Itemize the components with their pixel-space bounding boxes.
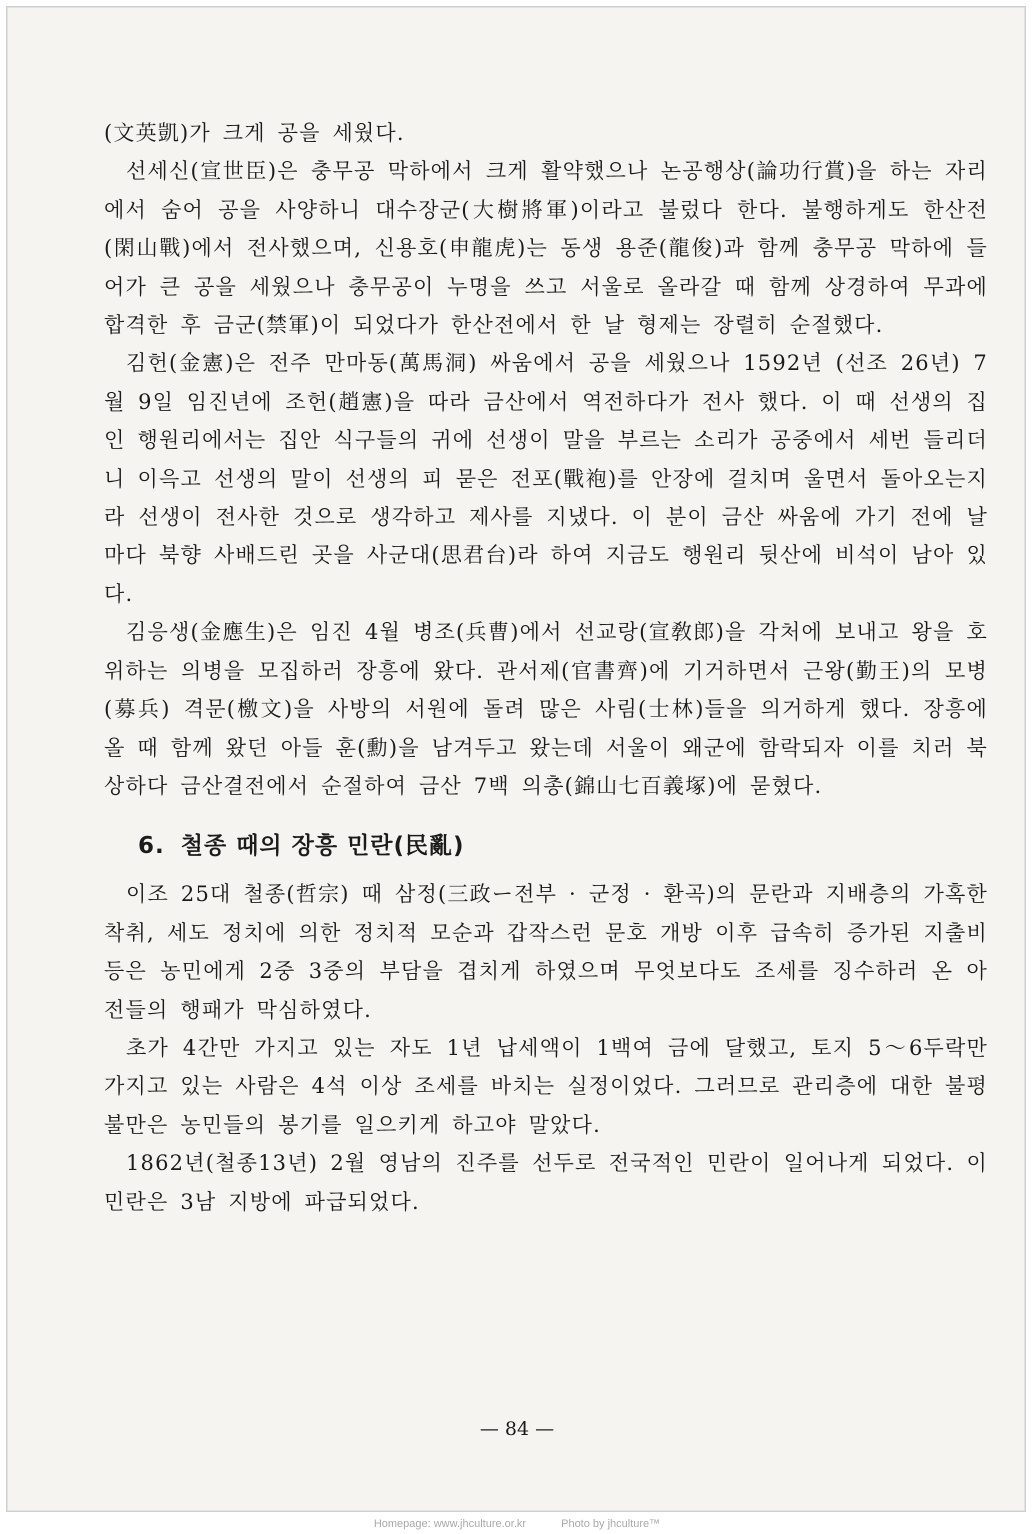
paragraph: 김응생(金應生)은 임진 4월 병조(兵曹)에서 선교랑(宣敎郎)을 각처에 보내고 왕을 호위하는 의병을 모집하러 장흥에 왔다. 관서제(官書齊)에 기거하면서 근왕(勤王)의 모병(募兵) 격문(檄文)을 사방의 서원에 돌려 많은 사림(士林)들을 의거하게 했다. 장흥에 올 때 함께 왔던 아들 훈(勳)을 남겨두고 왔는데 서울이 왜군에 함락되자 이를 치러 북상하다 금산결전에서 순절하여 금산 7백 의총(錦山七百義塚)에 묻혔다.	[104, 620, 988, 798]
paragraph: 김헌(金憲)은 전주 만마동(萬馬洞) 싸움에서 공을 세웠으나 1592년 (선조 26년) 7월 9일 임진년에 조헌(趙憲)을 따라 금산에서 역전하다가 전사 했다. 이 때 선생의 집인 행원리에서는 집안 식구들의 귀에 선생이 말을 부르는 소리가 공중에서 세번 들리더니 이윽고 선생의 말이 선생의 피 묻은 전포(戰袍)를 안장에 걸치며 울면서 돌아오는지라 선생이 전사한 것으로 생각하고 제사를 지냈다. 이 분이 금산 싸움에 가기 전에 날마다 북향 사배드린 곳을 사군대(思君台)라 하여 지금도 행원리 뒷산에 비석이 남아 있다.	[104, 351, 988, 606]
paragraph: 초가 4간만 가지고 있는 자도 1년 납세액이 1백여 금에 달했고, 토지 5～6두락만 가지고 있는 사람은 4석 이상 조세를 바치는 실정이었다. 그러므로 관리층에 대한 불평 불만은 농민들의 봉기를 일으키게 하고야 말았다.	[104, 1035, 988, 1137]
page-body	[104, 114, 988, 1221]
homepage-link[interactable]: Homepage: www.jhculture.or.kr	[373, 1518, 527, 1530]
photo-credit: Photo by jhculture™	[561, 1518, 661, 1530]
paragraph: 선세신(宣世臣)은 충무공 막하에서 크게 활약했으나 논공행상(論功行賞)을 하는 자리에서 숨어 공을 사양하니 대수장군(大樹將軍)이라고 불렀다 한다. 불행하게도 한산전(閑山戰)에서 전사했으며, 신용호(申龍虎)는 동생 용준(龍俊)과 함께 충무공 막하에 들어가 큰 공을 세웠으나 충무공이 누명을 쓰고 서울로 올라갈 때 함께 상경하여 무과에 합격한 후 금군(禁軍)이 되었다가 한산전에서 한 날 형제는 장렬히 순절했다.	[104, 159, 988, 338]
section-number: 6.	[138, 833, 165, 860]
section-heading	[104, 821, 988, 871]
paragraph: 이조 25대 철종(哲宗) 때 삼정(三政ー전부 · 군정 · 환곡)의 문란과 지배층의 가혹한 착취, 세도 정치에 의한 정치적 모순과 갑작스런 문호 개방 이후 급속히 증가된 지출비 등은 농민에게 2중 3중의 부담을 겹치게 하였으며 무엇보다도 조세를 징수하러 온 아전들의 행패가 막심하였다.	[104, 882, 988, 1022]
photo-footer	[0, 1514, 1034, 1534]
paragraph: (文英凱)가 크게 공을 세웠다.	[104, 121, 405, 145]
paragraph: 1862년(철종13년) 2월 영남의 진주를 선두로 전국적인 민란이 일어나게 되었다. 이 민란은 3남 지방에 파급되었다.	[104, 1151, 988, 1214]
section-title: 철종 때의 장흥 민란(民亂)	[180, 833, 465, 860]
page-number: — 84 —	[479, 1418, 555, 1440]
